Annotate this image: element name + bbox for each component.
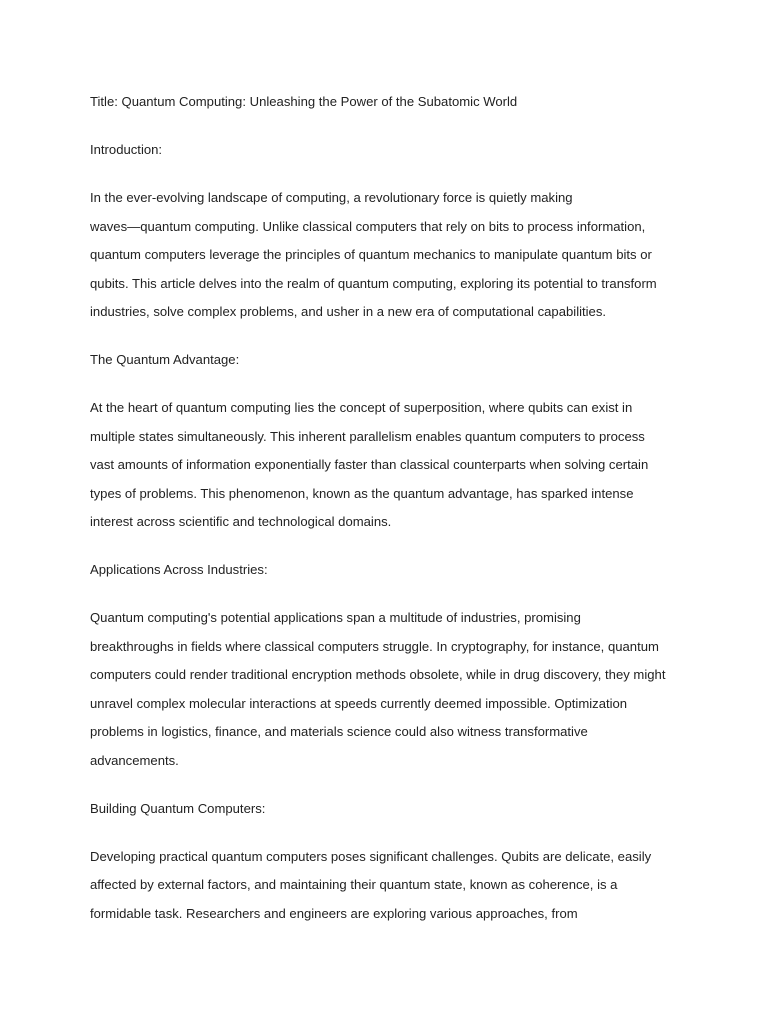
paragraph-line: waves—quantum computing. Unlike classical computers that rely on bits to process information,: [90, 218, 646, 234]
paragraph-line: computers could render traditional encryption methods obsolete, while in drug discovery, they might: [90, 667, 666, 682]
section-heading: Introduction:: [90, 142, 163, 157]
document-title: Title: Quantum Computing: Unleashing the Power of the Subatomic World: [90, 94, 518, 109]
paragraph-line: formidable task. Researchers and engineers are exploring various approaches, from: [90, 905, 578, 921]
paragraph-line: At the heart of quantum computing lies the concept of superposition, where qubits can exist in: [90, 400, 633, 415]
document-page: [90, 88, 690, 948]
paragraph-line: problems in logistics, finance, and materials science could also witness transformative: [90, 724, 588, 739]
paragraph-line: unravel complex molecular interactions at speeds currently deemed impossible. Optimization: [90, 695, 628, 711]
paragraph-line: advancements.: [90, 752, 179, 768]
paragraph-line: In the ever-evolving landscape of computing, a revolutionary force is quietly making: [90, 190, 573, 205]
paragraph-line: Developing practical quantum computers poses significant challenges. Qubits are delicate, easily: [90, 848, 652, 864]
section-building-quantum-computers: [90, 795, 690, 929]
section-introduction: [90, 136, 690, 327]
paragraph-line: breakthroughs in fields where classical computers struggle. In cryptography, for instance, quantum: [90, 638, 659, 654]
section-applications: [90, 556, 690, 775]
paragraph-line: qubits. This article delves into the realm of quantum computing, exploring its potential to transform: [90, 275, 657, 291]
paragraph-line: multiple states simultaneously. This inherent parallelism enables quantum computers to process: [90, 428, 645, 444]
section-heading: Building Quantum Computers:: [90, 800, 266, 816]
paragraph: [90, 604, 690, 775]
paragraph-line: industries, solve complex problems, and usher in a new era of computational capabilities.: [90, 304, 607, 319]
paragraph: [90, 184, 690, 327]
section-heading: Applications Across Industries:: [90, 562, 268, 577]
paragraph: [90, 843, 690, 929]
section-heading: The Quantum Advantage:: [90, 352, 240, 367]
paragraph-line: vast amounts of information exponentially faster than classical counterparts when solving certain: [90, 457, 649, 472]
paragraph: [90, 394, 690, 537]
paragraph-line: Quantum computing's potential applications span a multitude of industries, promising: [90, 610, 581, 625]
section-quantum-advantage: [90, 346, 690, 537]
paragraph-line: affected by external factors, and maintaining their quantum state, known as coherence, is a: [90, 877, 618, 892]
paragraph-line: types of problems. This phenomenon, known as the quantum advantage, has sparked intense: [90, 485, 634, 501]
paragraph-line: interest across scientific and technological domains.: [90, 514, 392, 529]
paragraph-line: quantum computers leverage the principles of quantum mechanics to manipulate quantum bits or: [90, 247, 652, 262]
